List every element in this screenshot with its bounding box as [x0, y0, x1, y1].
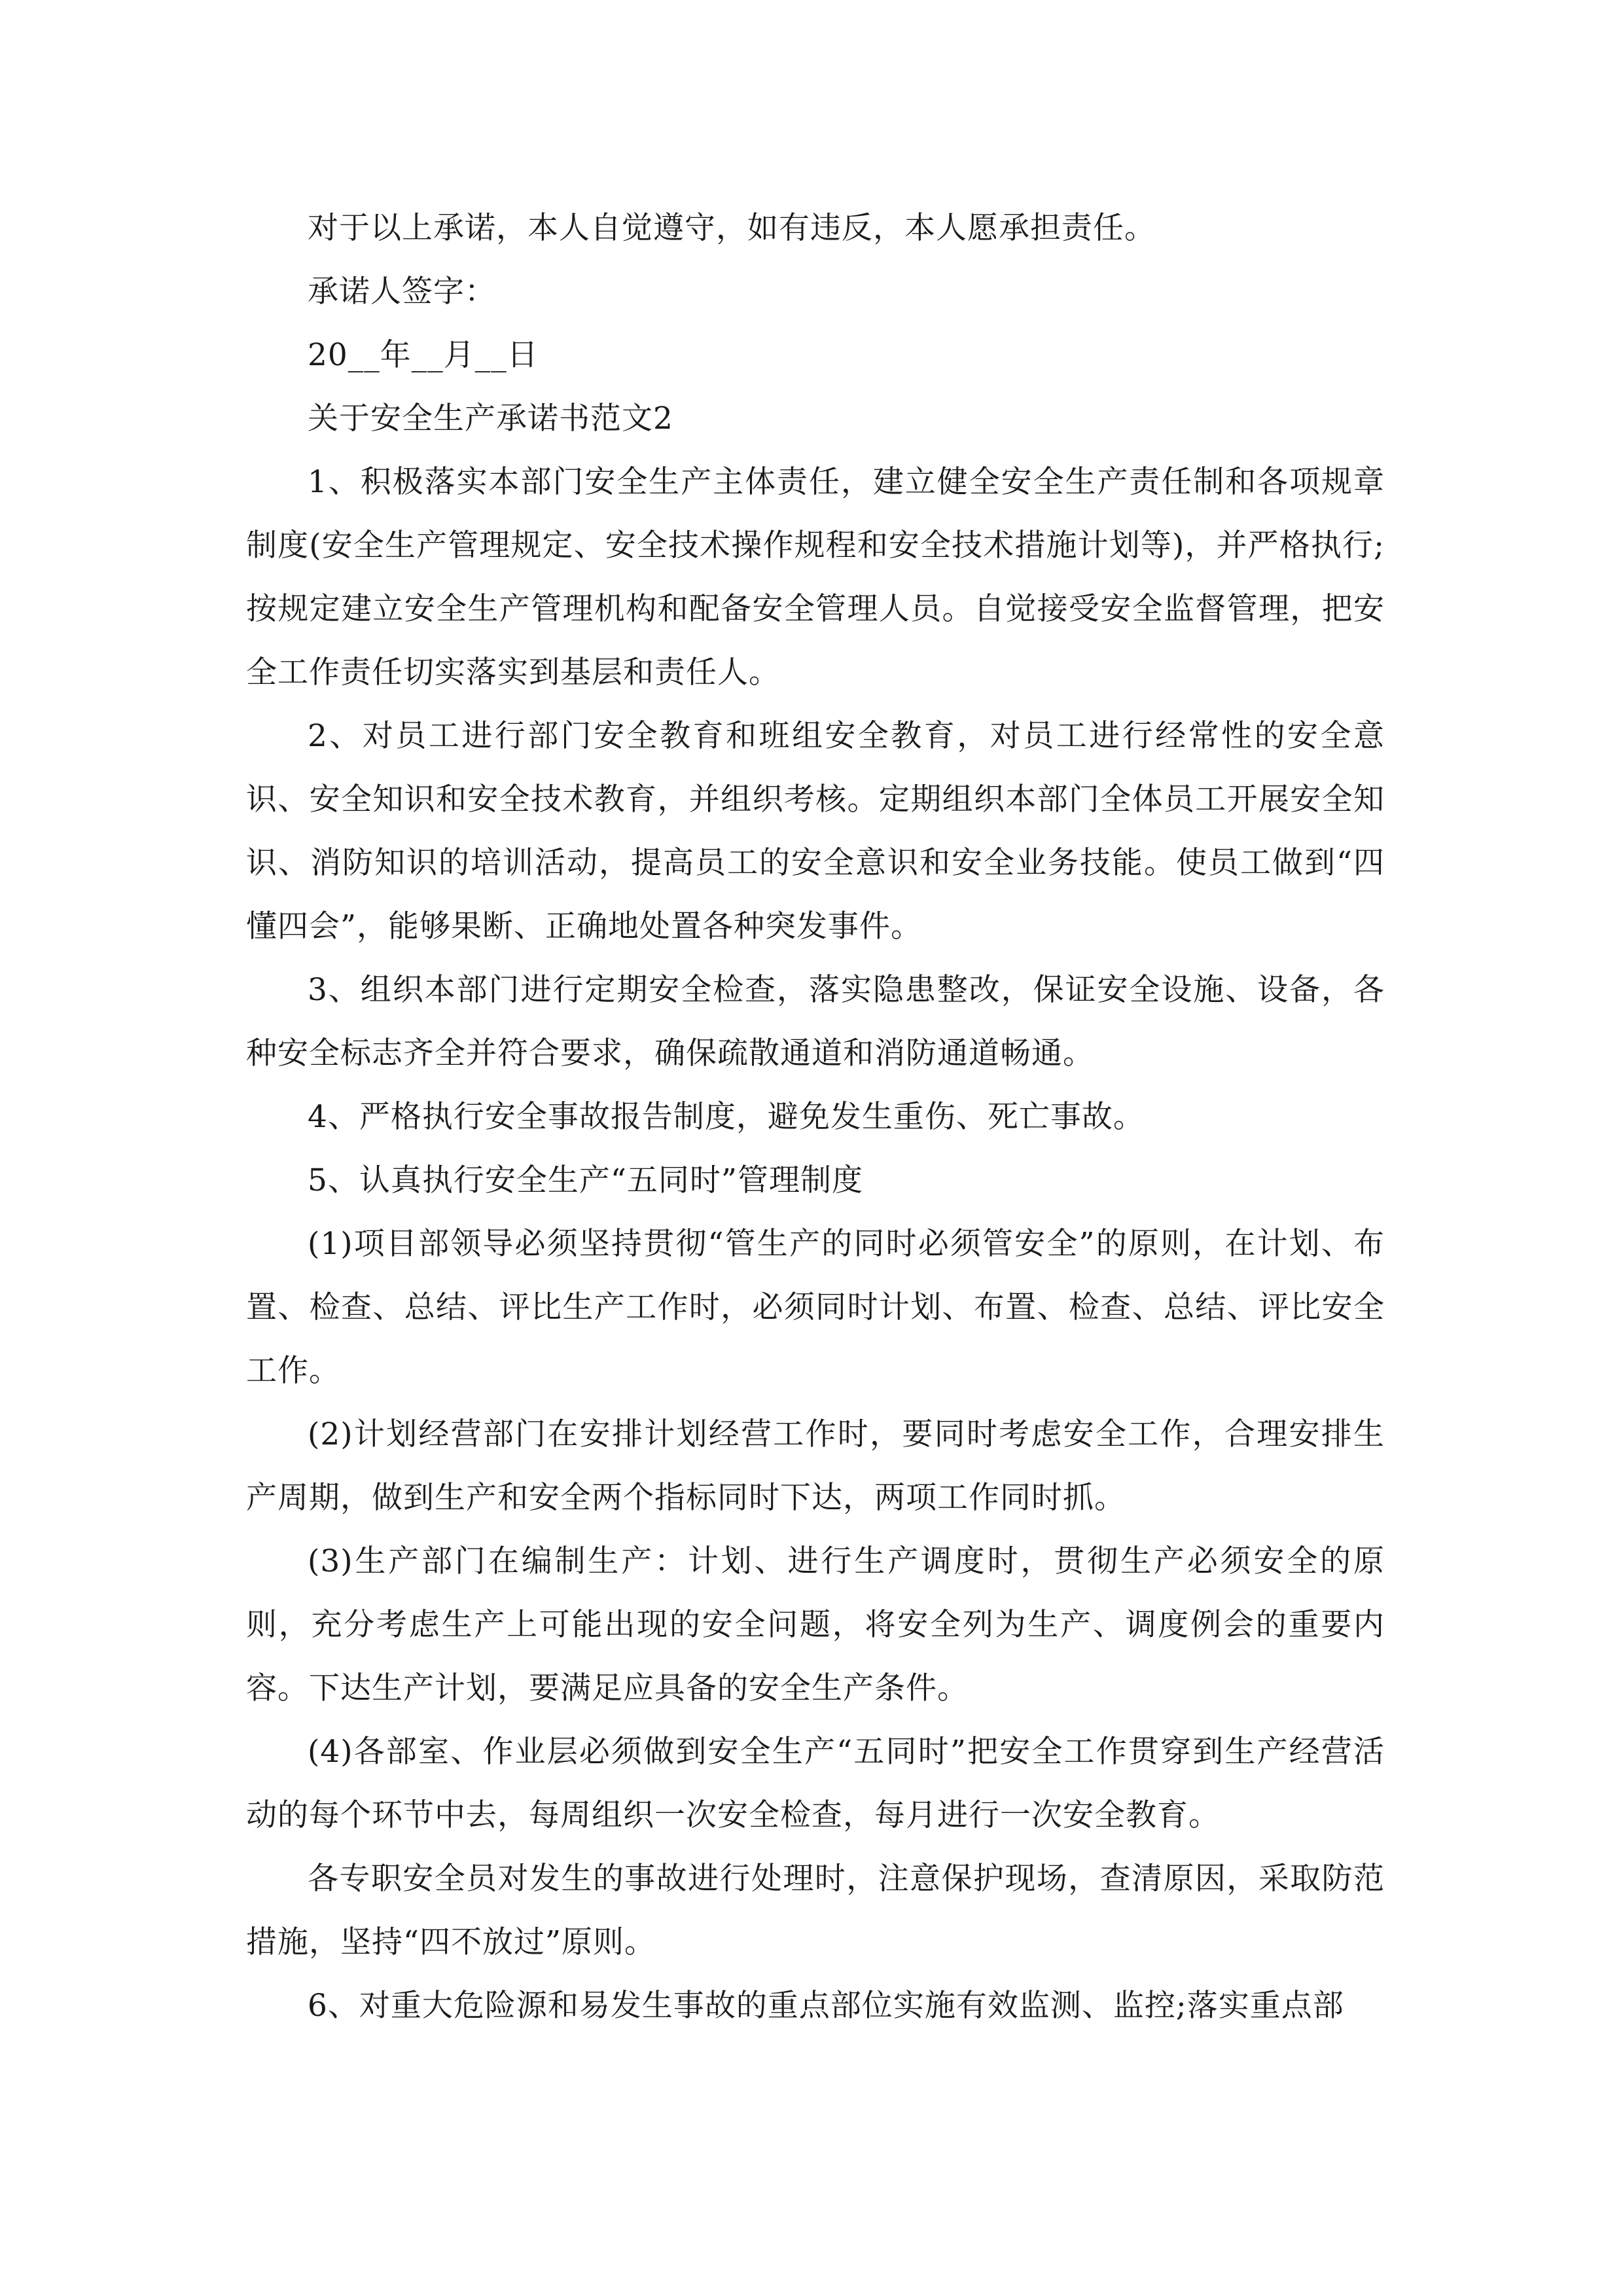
paragraph-safety-officer: 各专职安全员对发生的事故进行处理时，注意保护现场，查清原因，采取防范措施，坚持“四不放过”原则。 [246, 1861, 1385, 1960]
paragraph-item-5-3: (3)生产部门在编制生产：计划、进行生产调度时，贯彻生产必须安全的原则，充分考虑生产上可能出现的安全问题，将安全列为生产、调度例会的重要内容。下达生产计划，要满足应具备的安全生产条件。 [246, 1543, 1385, 1706]
paragraph-commitment-closing: 对于以上承诺，本人自觉遵守，如有违反，本人愿承担责任。 [308, 210, 1156, 246]
paragraph-date-line: 20__年__月__日 [308, 337, 539, 373]
paragraph-item-6: 6、对重大危险源和易发生事故的重点部位实施有效监测、监控;落实重点部 [308, 1988, 1344, 2024]
paragraph-item-5-2: (2)计划经营部门在安排计划经营工作时，要同时考虑安全工作，合理安排生产周期，做到生产和安全两个指标同时下达，两项工作同时抓。 [246, 1416, 1385, 1516]
document-body [246, 196, 1385, 2037]
paragraph-item-2: 2、对员工进行部门安全教育和班组安全教育，对员工进行经常性的安全意识、安全知识和安全技术教育，并组织考核。定期组织本部门全体员工开展安全知识、消防知识的培训活动，提高员工的安全意识和安全业务技能。使员工做到“四懂四会”，能够果断、正确地处置各种突发事件。 [246, 718, 1385, 944]
paragraph-signature-label: 承诺人签字： [308, 274, 496, 310]
paragraph-item-5-4: (4)各部室、作业层必须做到安全生产“五同时”把安全工作贯穿到生产经营活动的每个环节中去，每周组织一次安全检查，每月进行一次安全教育。 [246, 1734, 1385, 1833]
paragraph-item-1: 1、积极落实本部门安全生产主体责任，建立健全安全生产责任制和各项规章制度(安全生产管理规定、安全技术操作规程和安全技术措施计划等)，并严格执行;按规定建立安全生产管理机构和配备安全管理人员。自觉接受安全监督管理，把安全工作责任切实落实到基层和责任人。 [246, 464, 1385, 691]
section-heading: 关于安全生产承诺书范文2 [308, 401, 673, 437]
paragraph-item-4: 4、严格执行安全事故报告制度，避免发生重伤、死亡事故。 [308, 1099, 1145, 1135]
paragraph-item-5-1: (1)项目部领导必须坚持贯彻“管生产的同时必须管安全”的原则，在计划、布置、检查、总结、评比生产工作时，必须同时计划、布置、检查、总结、评比安全工作。 [246, 1226, 1385, 1389]
paragraph-item-3: 3、组织本部门进行定期安全检查，落实隐患整改，保证安全设施、设备，各种安全标志齐全并符合要求，确保疏散通道和消防通道畅通。 [246, 972, 1385, 1071]
paragraph-item-5: 5、认真执行安全生产“五同时”管理制度 [308, 1162, 863, 1198]
